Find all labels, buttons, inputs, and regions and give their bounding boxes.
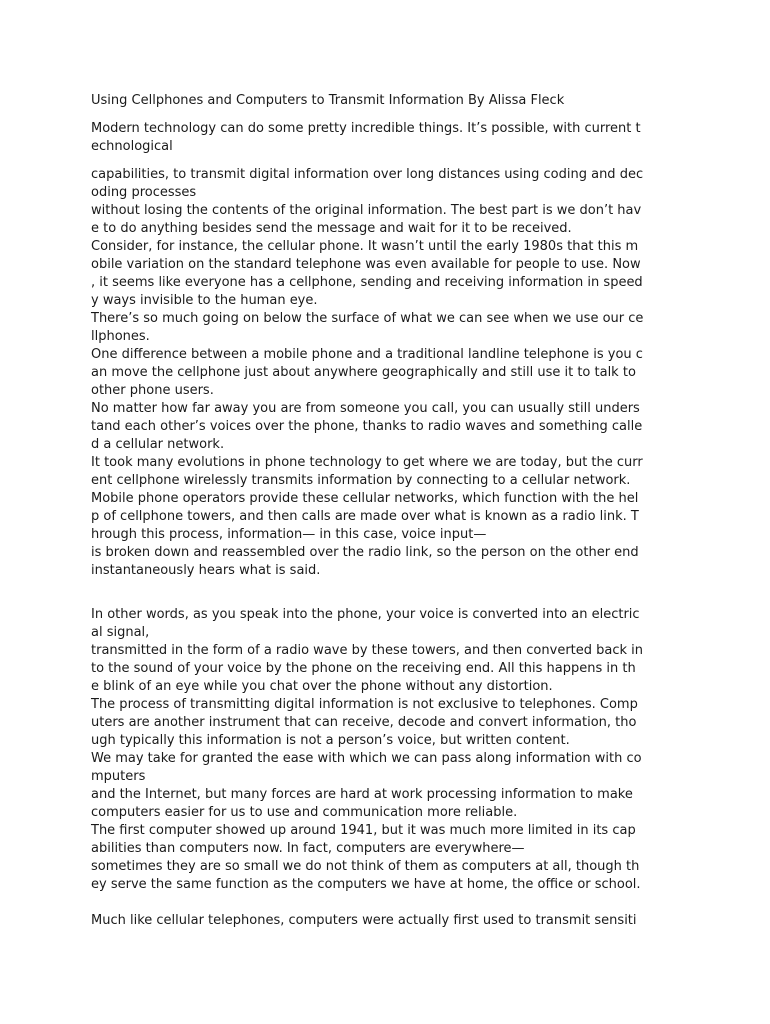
- paragraph-intro: Modern technology can do some pretty incredible things. It’s possible, with current t echnological: [91, 121, 641, 154]
- paragraph-cellphones: capabilities, to transmit digital information over long distances using coding and dec oding processes without losing the contents of the original information. The best part is we don’t hav e to do anything besides send the message and wait for it to be received. Consider, for instance, the cellular phone. It wasn’t until the early 1980s that this m obile variation on the standard telephone was even available for people to use. Now , it seems like everyone has a cellphone, sending and receiving information in speed y ways invisible to the human eye. There’s so much going on below the surface of what we can see when we use our ce llphones. One difference between a mobile phone and a traditional landline telephone is you c an move the cellphone just about anywhere geographically and still use it to talk to other phone users. No matter how far away you are from someone you call, you can usually still unders tand each other’s voices over the phone, thanks to radio waves and something calle d a cellular network. It took many evolutions in phone technology to get where we are today, but the curr ent cellphone wirelessly transmits information by connecting to a cellular network. Mobile phone operators provide these cellular networks, which function with the hel p of cellphone towers, and then calls are made over what is known as a radio link. T hrough this process, information— in this case, voice input— is broken down and reassembled over the radio link, so the person on the other end instantaneously hears what is said.: [91, 167, 644, 578]
- paragraph-computers: In other words, as you speak into the phone, your voice is converted into an electric al signal, transmitted in the form of a radio wave by these towers, and then converted back in to the sound of your voice by the phone on the receiving end. All this happens in th e blink of an eye while you chat over the phone without any distortion. The process of transmitting digital information is not exclusive to telephones. Comp uters are another instrument that can receive, decode and convert information, tho ugh typically this information is not a person’s voice, but written content. We may take for granted the ease with which we can pass along information with co mputers and the Internet, but many forces are hard at work processing information to make computers easier for us to use and communication more reliable. The first computer showed up around 1941, but it was much more limited in its cap abilities than computers now. In fact, computers are everywhere— sometimes they are so small we do not think of them as computers at all, though th ey serve the same function as the computers we have at home, the office or school.: [91, 607, 644, 892]
- paragraph-closing: Much like cellular telephones, computers were actually first used to transmit sensiti: [91, 913, 637, 928]
- document-body: [91, 92, 681, 930]
- document-title: Using Cellphones and Computers to Transmit Information By Alissa Fleck: [91, 93, 565, 108]
